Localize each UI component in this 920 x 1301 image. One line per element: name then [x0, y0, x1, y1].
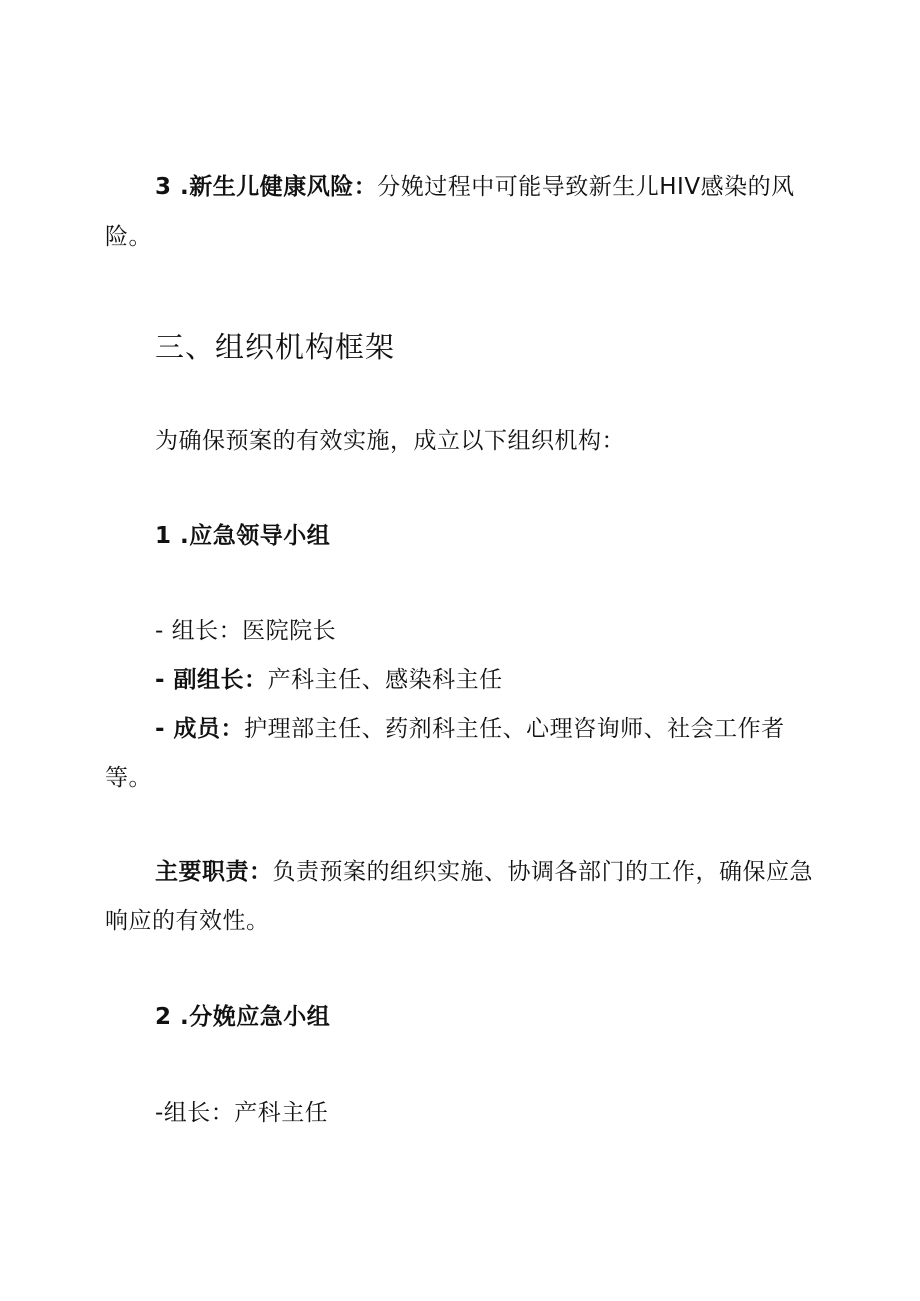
group1-leader: - 组长：医院院长 [155, 618, 337, 644]
group1-duty [155, 857, 813, 887]
section-heading: 三、组织机构框架 [155, 330, 396, 364]
group2-leader: -组长：产科主任 [155, 1100, 329, 1126]
group1-title: 1 .应急领导小组 [155, 523, 331, 549]
group2-title: 2 .分娩应急小组 [155, 1004, 331, 1030]
item3-label: 新生儿健康风险： [189, 174, 378, 200]
group1-members-label: - 成员： [155, 716, 245, 742]
item3-dot: . [171, 174, 190, 200]
group1-members-text: 护理部主任、药剂科主任、心理咨询师、社会工作者 [244, 716, 785, 742]
group1-deputy [155, 665, 503, 695]
item3-line1 [155, 172, 795, 202]
item3-text: 分娩过程中可能导致新生儿HIV感染的风 [377, 174, 795, 200]
group1-members-line2: 等。 [105, 765, 152, 791]
group1-members [155, 714, 785, 744]
group1-duty-line2: 响应的有效性。 [105, 908, 270, 934]
group1-deputy-label: - 副组长： [155, 667, 268, 693]
item3-line2: 险。 [105, 224, 152, 250]
group1-duty-text: 负责预案的组织实施、协调各部门的工作，确保应急 [272, 859, 813, 885]
item3-number: 3 [155, 174, 172, 200]
group1-duty-label: 主要职责： [155, 859, 273, 885]
group1-deputy-text: 产科主任、感染科主任 [267, 667, 503, 693]
section-intro: 为确保预案的有效实施，成立以下组织机构： [155, 428, 625, 454]
